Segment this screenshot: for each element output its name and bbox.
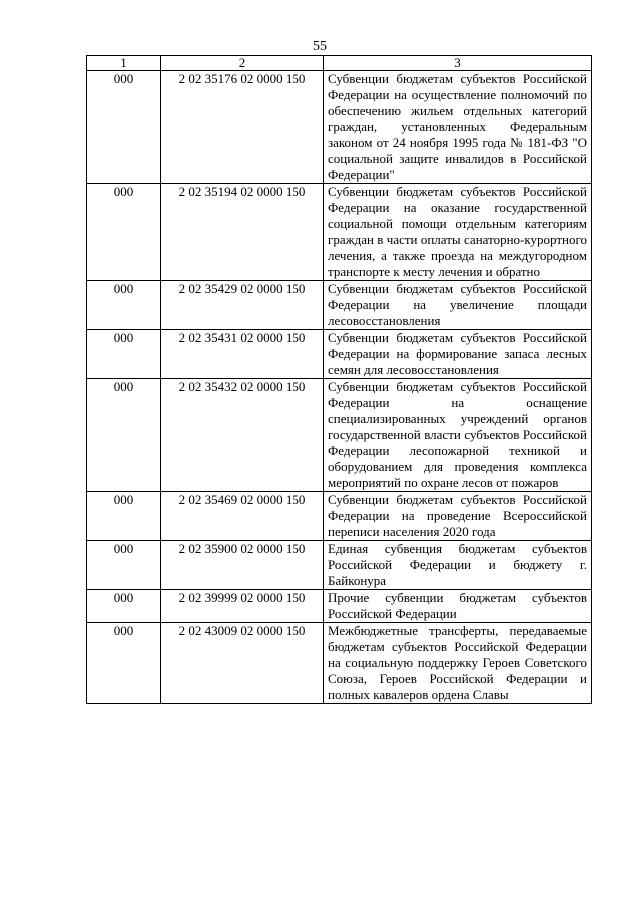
- column-header-2: 2: [161, 56, 324, 71]
- page-number: 55: [313, 39, 327, 54]
- description-cell: Единая субвенция бюджетам субъектов Российской Федерации и бюджету г. Байконура: [324, 541, 592, 590]
- description-cell: Прочие субвенции бюджетам субъектов Российской Федерации: [324, 590, 592, 623]
- column-header-1: 1: [87, 56, 161, 71]
- budget-code-cell: 2 02 35194 02 0000 150: [161, 184, 324, 281]
- budget-code-cell: 2 02 35431 02 0000 150: [161, 330, 324, 379]
- admin-code-cell: 000: [87, 541, 161, 590]
- admin-code-cell: 000: [87, 379, 161, 492]
- budget-code-cell: 2 02 35900 02 0000 150: [161, 541, 324, 590]
- admin-code-cell: 000: [87, 623, 161, 704]
- budget-classification-table: [86, 55, 592, 704]
- admin-code-cell: 000: [87, 281, 161, 330]
- table-row: [87, 184, 592, 281]
- table-row: [87, 492, 592, 541]
- admin-code-cell: 000: [87, 71, 161, 184]
- admin-code-cell: 000: [87, 590, 161, 623]
- column-header-3: 3: [324, 56, 592, 71]
- description-cell: Межбюджетные трансферты, передаваемые бюджетам субъектов Российской Федерации на социальную поддержку Героев Советского Союза, Героев Российской Федерации и полных кавалеров ордена Славы: [324, 623, 592, 704]
- table-row: [87, 379, 592, 492]
- table-row: [87, 590, 592, 623]
- description-cell: Субвенции бюджетам субъектов Российской Федерации на формирование запаса лесных семян для лесовосстановления: [324, 330, 592, 379]
- table-header-row: [87, 56, 592, 71]
- table-row: [87, 281, 592, 330]
- description-cell: Субвенции бюджетам субъектов Российской Федерации на осуществление полномочий по обеспечению жильем отдельных категорий граждан, установленных Федеральным законом от 24 ноября 1995 года № 181-ФЗ "О социальной защите инвалидов в Российской Федерации": [324, 71, 592, 184]
- table-row: [87, 623, 592, 704]
- budget-code-cell: 2 02 35176 02 0000 150: [161, 71, 324, 184]
- admin-code-cell: 000: [87, 184, 161, 281]
- table-row: [87, 541, 592, 590]
- admin-code-cell: 000: [87, 492, 161, 541]
- description-cell: Субвенции бюджетам субъектов Российской Федерации на оснащение специализированных учреждений органов государственной власти субъектов Российской Федерации лесопожарной техникой и оборудованием для проведения комплекса мероприятий по охране лесов от пожаров: [324, 379, 592, 492]
- table-row: [87, 71, 592, 184]
- description-cell: Субвенции бюджетам субъектов Российской Федерации на проведение Всероссийской переписи населения 2020 года: [324, 492, 592, 541]
- budget-code-cell: 2 02 35432 02 0000 150: [161, 379, 324, 492]
- table-row: [87, 330, 592, 379]
- budget-code-cell: 2 02 35429 02 0000 150: [161, 281, 324, 330]
- description-cell: Субвенции бюджетам субъектов Российской Федерации на увеличение площади лесовосстановления: [324, 281, 592, 330]
- budget-code-cell: 2 02 35469 02 0000 150: [161, 492, 324, 541]
- budget-code-cell: 2 02 43009 02 0000 150: [161, 623, 324, 704]
- admin-code-cell: 000: [87, 330, 161, 379]
- description-cell: Субвенции бюджетам субъектов Российской Федерации на оказание государственной социальной помощи отдельным категориям граждан в части оплаты санаторно-курортного лечения, а также проезда на междугородном транспорте к месту лечения и обратно: [324, 184, 592, 281]
- budget-code-cell: 2 02 39999 02 0000 150: [161, 590, 324, 623]
